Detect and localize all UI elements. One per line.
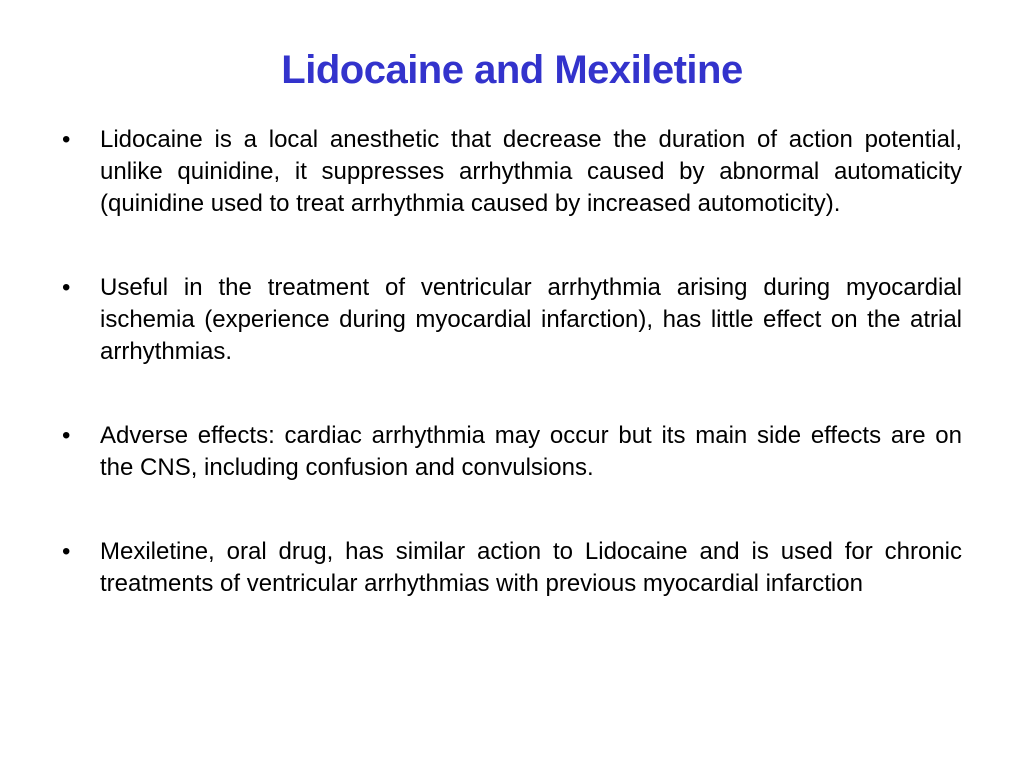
- bullet-text: Mexiletine, oral drug, has similar action to Lidocaine and is used for chronic treatments of ventricular arrhythmias with previous myocardial infarction: [100, 538, 962, 597]
- slide-title: Lidocaine and Mexiletine: [281, 48, 743, 92]
- bullet-dot-icon: •: [62, 274, 71, 301]
- bullet-dot-icon: •: [62, 126, 71, 153]
- bullet-item-adverse-effects: [60, 420, 962, 484]
- bullet-text: Lidocaine is a local anesthetic that decrease the duration of action potential, unlike quinidine, it suppresses arrhythmia caused by abnormal automaticity (quinidine used to treat arrhythmia caused by increased automoticity).: [100, 126, 962, 217]
- bullet-dot-icon: •: [62, 538, 71, 565]
- bullet-item-mexiletine: [60, 536, 962, 600]
- bullet-item-lidocaine-uses: [60, 272, 962, 368]
- bullet-list: [60, 124, 962, 600]
- bullet-item-lidocaine-mechanism: [60, 124, 962, 220]
- bullet-dot-icon: •: [62, 422, 71, 449]
- bullet-text: Useful in the treatment of ventricular arrhythmia arising during myocardial ischemia (experience during myocardial infarction), has little effect on the atrial arrhythmias.: [100, 274, 962, 365]
- bullet-text: Adverse effects: cardiac arrhythmia may occur but its main side effects are on the CNS, including confusion and convulsions.: [100, 422, 962, 481]
